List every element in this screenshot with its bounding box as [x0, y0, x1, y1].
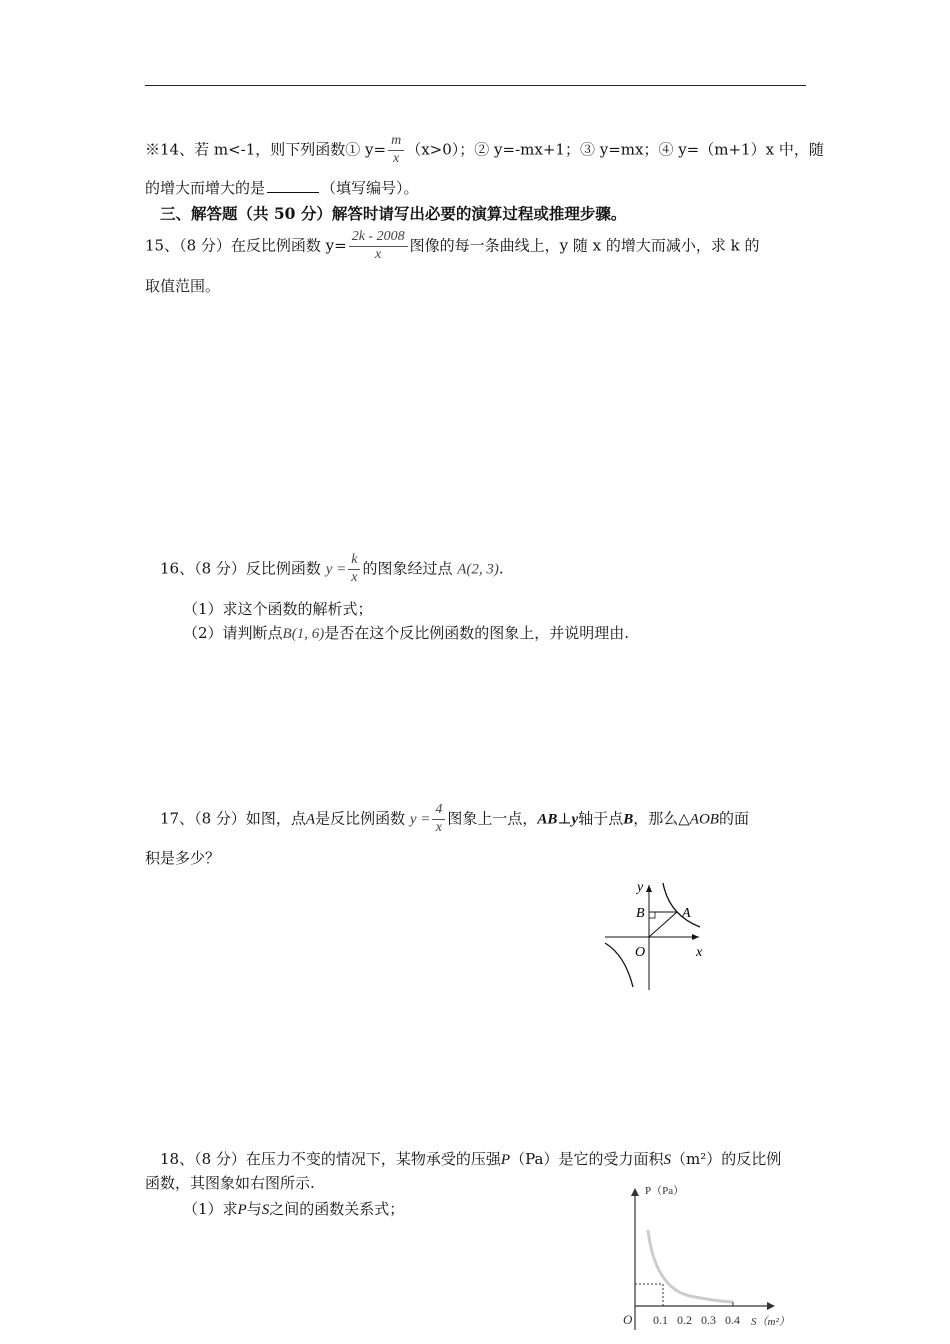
origin-label: O — [623, 1312, 633, 1327]
label-a: A — [682, 906, 691, 921]
q16-fraction: $\frac{k}{x}$ — [348, 552, 360, 587]
q17-fraction: $\frac{4}{x}$ — [432, 802, 445, 837]
segment-oa — [649, 912, 677, 937]
q14-fraction: $\frac{m}{x}$ — [388, 133, 404, 168]
label-x: x — [696, 945, 703, 960]
question-15-line1: 15、（8 分）在反比例函数 y= $\frac{2k - 2008}{x}$ 图像的每一条曲线上，y 随 x 的增大而减小，求 k 的 — [145, 229, 760, 262]
pressure-curve — [648, 1230, 733, 1302]
label-b: B — [636, 906, 645, 921]
question-14-line2: 的增大而增大的是 （填写编号）。 — [145, 179, 419, 197]
question-14-line1 — [145, 133, 824, 168]
tick-label-0.3: 0.3 — [701, 1313, 716, 1327]
question-18-line1: 18、（8 分）在压力不变的情况下，某物承受的压强P（Pa）是它的受力面积S（m²）的反比例 — [160, 1150, 782, 1168]
question-17-line1: 17、（8 分）如图，点A是反比例函数 y = $\frac{4}{x}$ 图象上一点，AB⊥y轴于点B，那么△AOB的面 — [160, 802, 749, 835]
x-axis-arrow — [692, 934, 699, 940]
q17-figure — [595, 875, 715, 995]
right-angle-mark — [649, 912, 655, 918]
tick-label-0.1: 0.1 — [653, 1313, 668, 1327]
question-16-sub1: （1）求这个函数的解析式； — [183, 600, 373, 618]
question-15-line2: 取值范围。 — [145, 277, 221, 295]
q14-text: ※14、若 m<-1，则下列函数① y= — [145, 140, 387, 159]
tick-label-0.4: 0.4 — [725, 1313, 740, 1327]
q15-fraction: $\frac{2k - 2008}{x}$ — [349, 229, 408, 264]
section-3-title: 三、解答题（共 50 分）解答时请写出必要的演算过程或推理步骤。 — [160, 204, 627, 223]
question-17-line2: 积是多少？ — [145, 849, 221, 867]
y-axis-arrow — [646, 885, 652, 892]
question-16-sub2: （2）请判断点B(1, 6)是否在这个反比例函数的图象上，并说明理由. — [183, 624, 629, 642]
s-axis-label: S（m²） — [751, 1316, 790, 1328]
tick-label-0.2: 0.2 — [677, 1313, 692, 1327]
s-axis-arrow — [767, 1302, 775, 1310]
header-rule — [145, 85, 806, 86]
label-o: O — [635, 945, 646, 960]
q14-text-mid: （x>0）；② y=-mx+1；③ y=mx；④ y=（m+1）x 中，随 — [406, 140, 824, 159]
label-y: y — [637, 880, 644, 895]
answer-blank[interactable] — [267, 178, 319, 193]
question-18-sub1: （1）求P与S之间的函数关系式； — [183, 1200, 405, 1218]
question-18-line2: 函数，其图象如右图所示. — [145, 1174, 315, 1192]
hyperbola-branch-q3 — [605, 943, 633, 987]
question-16-line1: 16、（8 分）反比例函数 y = $\frac{k}{x}$ 的图象经过点 A(2, 3). — [160, 552, 504, 585]
p-axis-label: P（Pa） — [645, 1185, 685, 1197]
q18-figure — [605, 1180, 805, 1340]
p-axis-arrow — [631, 1188, 639, 1196]
